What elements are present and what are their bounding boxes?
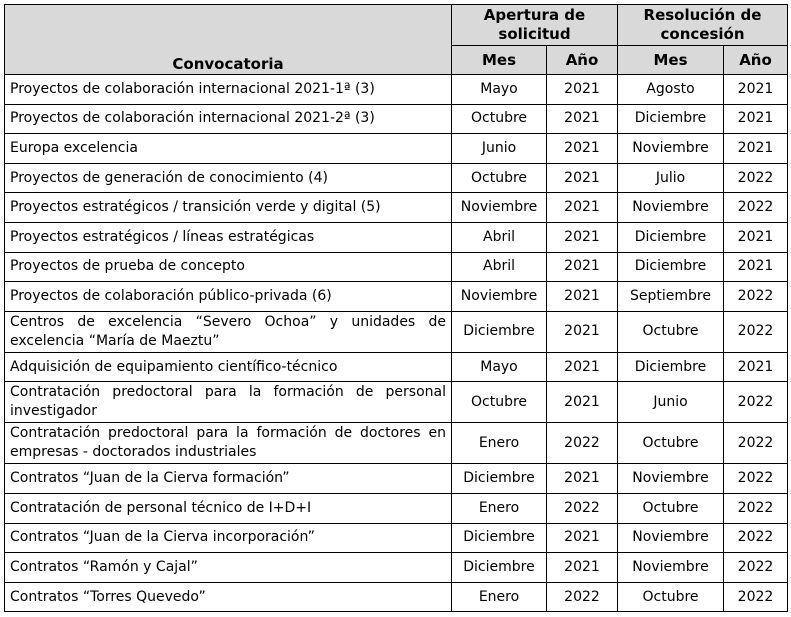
open-year-cell: 2022 — [547, 582, 618, 612]
convocatoria-cell: Proyectos de colaboración internacional 2021-1ª (3) — [5, 75, 452, 105]
open-month-cell: Mayo — [452, 352, 547, 382]
convocatoria-cell: Proyectos de prueba de concepto — [5, 252, 452, 282]
res-month-cell: Diciembre — [618, 104, 724, 134]
open-year-cell: 2021 — [547, 75, 618, 105]
res-month-cell: Agosto — [618, 75, 724, 105]
open-month-cell: Octubre — [452, 104, 547, 134]
res-year-cell: 2022 — [724, 193, 788, 223]
convocatoria-cell: Contratación de personal técnico de I+D+I — [5, 493, 452, 523]
open-year-cell: 2021 — [547, 382, 618, 423]
open-month-cell: Diciembre — [452, 523, 547, 553]
open-month-cell: Abril — [452, 252, 547, 282]
open-year-cell: 2021 — [547, 222, 618, 252]
header-row-top — [5, 5, 788, 46]
res-year-cell: 2022 — [724, 282, 788, 312]
table-row — [5, 523, 788, 553]
resolucion-mes-header: Mes — [618, 46, 724, 75]
open-year-cell: 2021 — [547, 252, 618, 282]
res-month-cell: Julio — [618, 163, 724, 193]
res-month-cell: Octubre — [618, 493, 724, 523]
open-year-cell: 2021 — [547, 282, 618, 312]
convocatoria-cell: Adquisición de equipamiento científico-técnico — [5, 352, 452, 382]
table-row — [5, 352, 788, 382]
res-year-cell: 2021 — [724, 352, 788, 382]
res-year-cell: 2021 — [724, 134, 788, 164]
table-row — [5, 311, 788, 352]
res-month-cell: Octubre — [618, 311, 724, 352]
open-month-cell: Enero — [452, 423, 547, 464]
open-year-cell: 2021 — [547, 523, 618, 553]
res-year-cell: 2022 — [724, 582, 788, 612]
res-month-cell: Diciembre — [618, 352, 724, 382]
table-row — [5, 222, 788, 252]
res-year-cell: 2022 — [724, 423, 788, 464]
res-month-cell: Diciembre — [618, 222, 724, 252]
open-year-cell: 2021 — [547, 464, 618, 494]
table-body — [5, 75, 788, 612]
table-row — [5, 104, 788, 134]
open-month-cell: Octubre — [452, 382, 547, 423]
table-row — [5, 163, 788, 193]
res-year-cell: 2022 — [724, 493, 788, 523]
open-month-cell: Mayo — [452, 75, 547, 105]
convocatoria-cell: Contratación predoctoral para la formación de personal investigador — [5, 382, 452, 423]
convocatoria-cell: Contratos “Torres Quevedo” — [5, 582, 452, 612]
convocatoria-cell: Contratación predoctoral para la formación de doctores en empresas - doctorados industriales — [5, 423, 452, 464]
res-month-cell: Octubre — [618, 582, 724, 612]
table-row — [5, 582, 788, 612]
res-month-cell: Diciembre — [618, 252, 724, 282]
table-header — [5, 5, 788, 75]
open-year-cell: 2021 — [547, 193, 618, 223]
convocatoria-cell: Contratos “Juan de la Cierva formación” — [5, 464, 452, 494]
open-month-cell: Diciembre — [452, 464, 547, 494]
res-month-cell: Junio — [618, 382, 724, 423]
res-year-cell: 2022 — [724, 382, 788, 423]
open-month-cell: Octubre — [452, 163, 547, 193]
open-year-cell: 2021 — [547, 352, 618, 382]
open-year-cell: 2021 — [547, 104, 618, 134]
open-month-cell: Noviembre — [452, 193, 547, 223]
convocatoria-cell: Proyectos estratégicos / transición verde y digital (5) — [5, 193, 452, 223]
res-year-cell: 2021 — [724, 104, 788, 134]
open-month-cell: Junio — [452, 134, 547, 164]
open-month-cell: Enero — [452, 582, 547, 612]
res-year-cell: 2022 — [724, 464, 788, 494]
res-year-cell: 2022 — [724, 523, 788, 553]
table-row — [5, 382, 788, 423]
res-month-cell: Septiembre — [618, 282, 724, 312]
convocatoria-cell: Proyectos de generación de conocimiento (4) — [5, 163, 452, 193]
res-month-cell: Noviembre — [618, 523, 724, 553]
open-year-cell: 2022 — [547, 493, 618, 523]
open-year-cell: 2021 — [547, 163, 618, 193]
table-row — [5, 493, 788, 523]
res-year-cell: 2022 — [724, 163, 788, 193]
convocatoria-cell: Proyectos estratégicos / líneas estratégicas — [5, 222, 452, 252]
res-month-cell: Octubre — [618, 423, 724, 464]
table-row — [5, 75, 788, 105]
open-month-cell: Diciembre — [452, 553, 547, 583]
convocatoria-cell: Centros de excelencia “Severo Ochoa” y unidades de excelencia “María de Maeztu” — [5, 311, 452, 352]
res-year-cell: 2022 — [724, 553, 788, 583]
res-year-cell: 2021 — [724, 222, 788, 252]
res-month-cell: Noviembre — [618, 464, 724, 494]
open-year-cell: 2021 — [547, 553, 618, 583]
apertura-mes-header: Mes — [452, 46, 547, 75]
apertura-anio-header: Año — [547, 46, 618, 75]
open-year-cell: 2021 — [547, 134, 618, 164]
res-year-cell: 2021 — [724, 75, 788, 105]
resolucion-anio-header: Año — [724, 46, 788, 75]
convocatoria-header: Convocatoria — [5, 5, 452, 75]
table-row — [5, 553, 788, 583]
convocatoria-cell: Proyectos de colaboración internacional 2021-2ª (3) — [5, 104, 452, 134]
open-month-cell: Noviembre — [452, 282, 547, 312]
table-row — [5, 193, 788, 223]
convocatoria-cell: Proyectos de colaboración público-privada (6) — [5, 282, 452, 312]
convocatoria-cell: Europa excelencia — [5, 134, 452, 164]
table-row — [5, 134, 788, 164]
open-month-cell: Diciembre — [452, 311, 547, 352]
res-month-cell: Noviembre — [618, 553, 724, 583]
table-row — [5, 252, 788, 282]
convocatoria-cell: Contratos “Juan de la Cierva incorporación” — [5, 523, 452, 553]
convocatoria-cell: Contratos “Ramón y Cajal” — [5, 553, 452, 583]
open-month-cell: Enero — [452, 493, 547, 523]
open-year-cell: 2021 — [547, 311, 618, 352]
open-month-cell: Abril — [452, 222, 547, 252]
open-year-cell: 2022 — [547, 423, 618, 464]
res-year-cell: 2021 — [724, 252, 788, 282]
calls-table — [4, 4, 788, 612]
resolucion-header: Resolución de concesión — [618, 5, 788, 46]
table-row — [5, 423, 788, 464]
apertura-header: Apertura de solicitud — [452, 5, 618, 46]
res-year-cell: 2022 — [724, 311, 788, 352]
res-month-cell: Noviembre — [618, 134, 724, 164]
res-month-cell: Noviembre — [618, 193, 724, 223]
table-row — [5, 464, 788, 494]
table-row — [5, 282, 788, 312]
